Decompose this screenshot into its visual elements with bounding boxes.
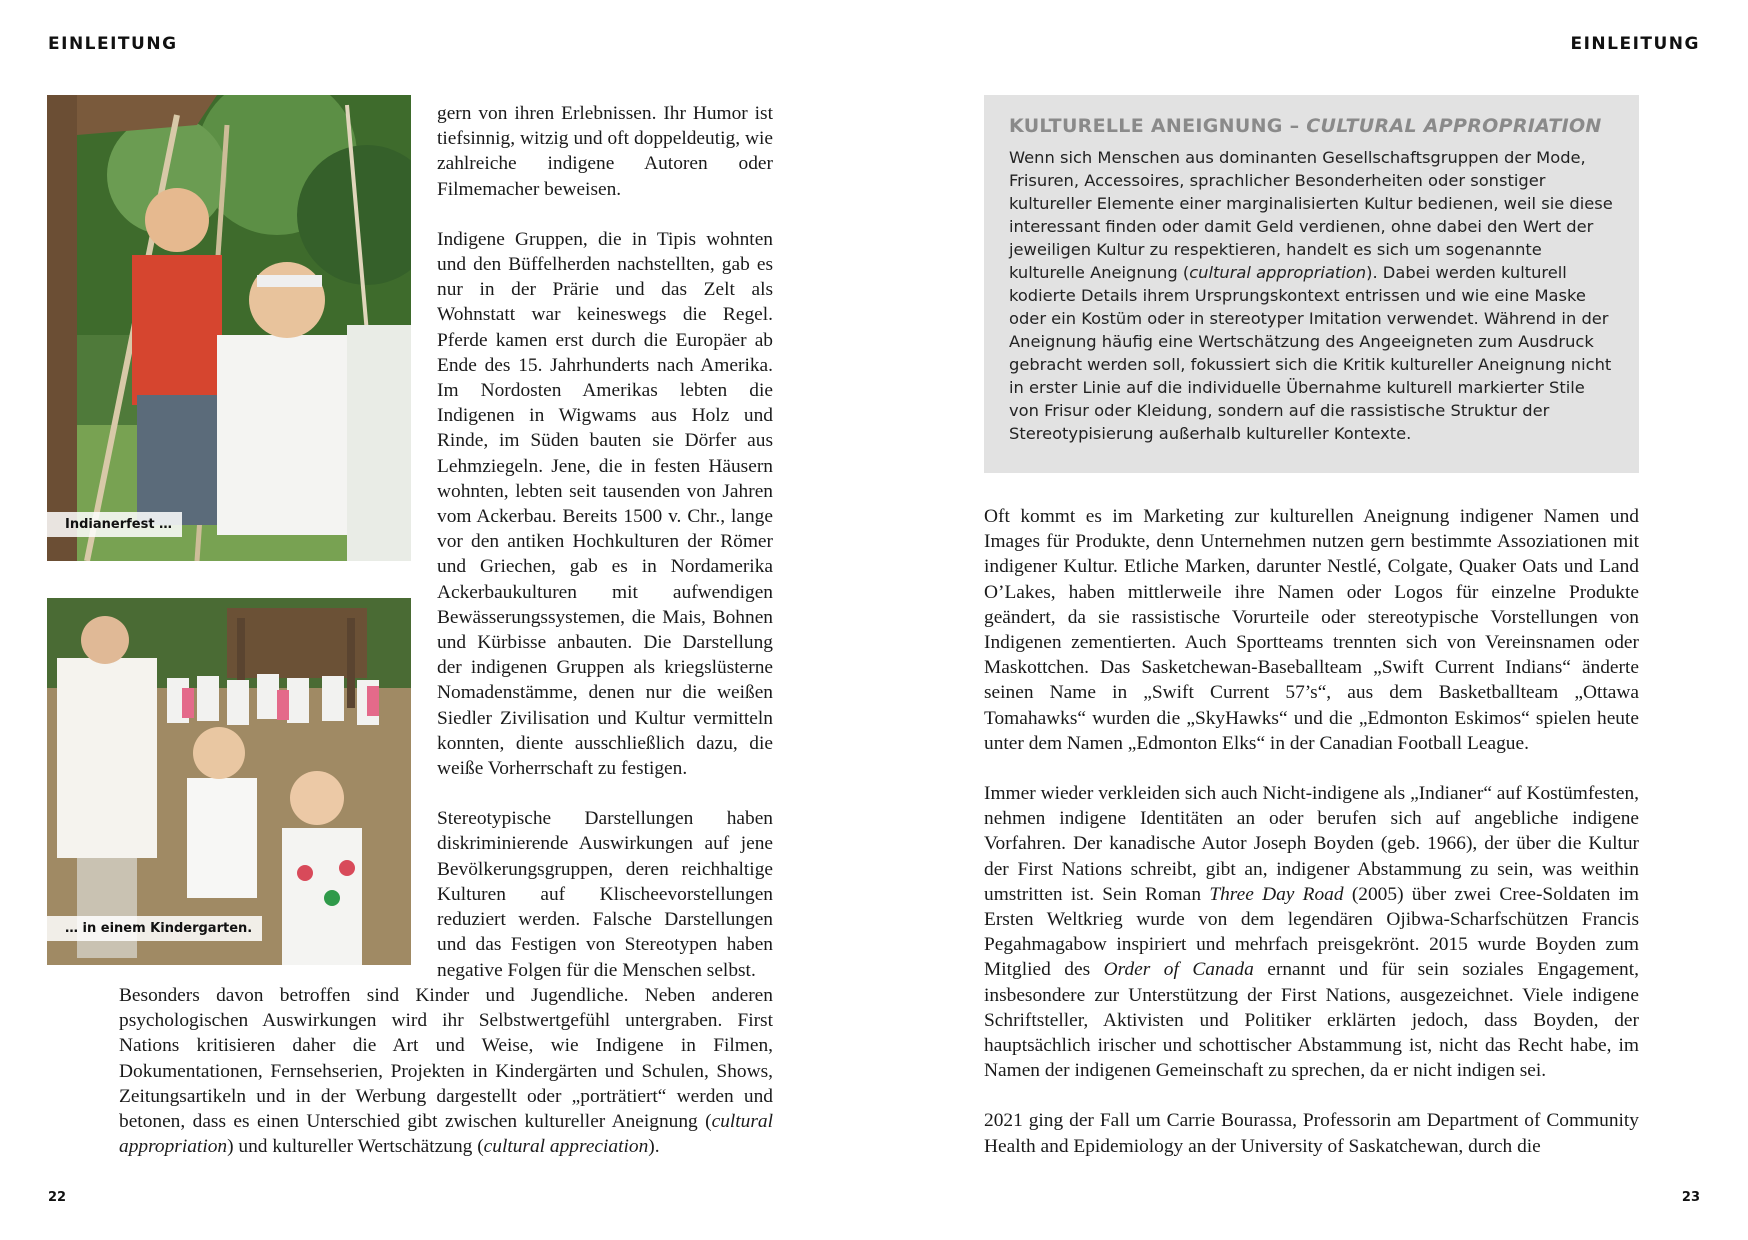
photo-caption-bottom: … in einem Kindergarten. <box>47 916 262 941</box>
info-box-text-part-2: ). Dabei werden kulturell kodierte Details ihrem Ursprungskontext entrissen und wie eine Maske oder ein Kostüm oder in stereotyper Imitation verwendet. Während in der Aneignung häufig eine Wertschätzung des Angeeigneten zum Ausdruck gebracht werden soll, fokussiert sich die Kritik kultureller Aneignung nicht in erster Linie auf die individuelle Übernahme kulturell markierter Stile von Frisur oder Kleidung, sondern auf die rassistische Struktur der Stereotypisierung außerhalb kultureller Kontexte. <box>1009 263 1612 443</box>
photo-kindergarten-image <box>47 598 411 965</box>
right-paragraph-3: 2021 ging der Fall um Carrie Bourassa, Professorin am Department of Community Health and Epidemiology an der University of Saskatchewan, durch die <box>984 1110 1639 1157</box>
page-number-right: 23 <box>1681 1190 1700 1205</box>
right-paragraph-2-part-2: (2005) über zwei Cree-Soldaten im Ersten Weltkrieg wurde von dem legendären Ojibwa-Scharfschützen Francis Pegahmagabow inspiriert und mehrfach preisgekrönt. 2015 wurde Boyden zum Mitglied des <box>984 883 1639 981</box>
right-column-text <box>984 504 1639 1159</box>
info-box-text-part-1: Wenn sich Menschen aus dominanten Gesellschaftsgruppen der Mode, Frisuren, Accessoires, sprachlicher Besonderheiten oder sonstiger kultureller Elemente einer marginalisierten Kultur bedienen, weil sie diese interessant finden oder damit Geld verdienen, ohne dabei den Wert der jeweiligen Kultur zu respektieren, handelt es sich um sogenannte kulturelle Aneignung ( <box>1009 148 1613 282</box>
left-paragraph-1: gern von ihren Erlebnissen. Ihr Humor ist tiefsinnig, witzig und oft doppeldeutig, wie zahlreiche indigene Autoren oder Filmemacher beweisen. <box>437 103 773 200</box>
right-paragraph-1: Oft kommt es im Marketing zur kulturellen Aneignung indigener Namen und Images für Produkte, denn Unternehmen nutzen gern bestimmte Assoziationen mit indigener Kultur. Etliche Marken, darunter Nestlé, Colgate, Quaker Oats und Land O’Lakes, haben mittlerweile ihre Namen oder Logos für einzelne Produkte geändert, da sie rassistische Vorurteile oder stereotypische Vorstellungen von Indigenen zementierten. Auch Sportteams trennten sich von Vereinsnamen oder Maskottchen. Das Sasketchewan-Baseballteam „Swift Current Indians“ änderte seinen Name in „Swift Current 57’s“, aus dem Basketballteam „Ottawa Tomahawks“ wurden die „SkyHawks“ und die „Edmonton Eskimos“ spielen heute unter dem Namen „Edmonton Elks“ in der Canadian Football League. <box>984 506 1639 754</box>
right-paragraph-2-part-3: ernannt und für sein soziales Engagement, insbesondere zur Unterstützung der First Nations, ausgezeichnet. Viele indigene Schriftsteller, Aktivisten und Politiker erklärten jedoch, dass Boyden, der hauptsächlich irischer und schottischer Abstammung ist, nicht das Recht habe, im Namen der indigenen Gemeinschaft zu sprechen, da er nicht indigen sei. <box>984 959 1639 1082</box>
photo-indianerfest <box>47 95 411 561</box>
info-box-title <box>1009 115 1615 137</box>
running-head-left: EINLEITUNG <box>48 34 178 54</box>
info-box-text <box>1009 146 1615 445</box>
info-box-text-italic: cultural appropriation <box>1189 263 1367 282</box>
right-page <box>874 0 1748 1240</box>
left-fullwidth-part-3: ). <box>648 1136 660 1158</box>
left-fullwidth-part-1: Besonders davon betroffen sind Kinder und Jugendliche. Neben anderen psychologischen Auswirkungen wird ihr Selbstwertgefühl untergraben. First Nations kritisieren daher die Art und Weise, wie Indigene in Filmen, Dokumentationen, Fernsehserien, Projekten in Kindergärten und Schulen, Shows, Zeitungsartikeln und in der Werbung dargestellt oder „porträtiert“ werden und betonen, dass es einen Unterschied gibt zwischen kultureller Aneignung ( <box>119 985 773 1133</box>
info-box-cultural-appropriation <box>984 95 1639 473</box>
info-box-title-text: KULTURELLE ANEIGNUNG – <box>1009 115 1307 137</box>
right-paragraph-2 <box>984 781 1639 1083</box>
photo-kindergarten <box>47 598 411 965</box>
left-italic-cultural-appreciation: cultural appreciation <box>483 1136 649 1158</box>
left-paragraph-3: Stereotypische Darstellungen haben diskriminierende Auswirkungen auf jene Bevölkerungsgruppen, deren reichhaltige Kulturen auf Klischeevorstellungen reduziert werden. Falsche Darstellungen und das Festigen von Stereotypen haben negative Folgen für die Menschen selbst. <box>437 808 773 981</box>
left-fullwidth-text <box>119 983 773 1159</box>
left-column-text <box>437 101 773 983</box>
right-paragraph-2-part-1: Immer wieder verkleiden sich auch Nicht-indigene als „Indianer“ auf Kostümfesten, nehmen indigene Identitäten an oder berufen sich auf angebliche indigene Vorfahren. Der kanadische Autor Joseph Boyden (geb. 1966), der über die Kultur der First Nations schreibt, gibt an, indigener Abstammung zu sein, was weithin umstritten ist. Sein Roman <box>984 783 1639 905</box>
left-paragraph-2: Indigene Gruppen, die in Tipis wohnten und den Büffelherden nachstellten, gab es nur in der Prärie und das Zelt als Wohnstatt war keineswegs die Regel. Pferde kamen erst durch die Europäer ab Ende des 15. Jahrhunderts nach Amerika. Im Nordosten Amerikas lebten die Indigenen in Wigwams aus Holz und Rinde, im Süden bauten sie Dörfer aus Lehmziegeln. Jene, die in festen Häusern wohnten, lebten seit tausenden von Jahren vom Ackerbau. Bereits 1500 v. Chr., lange vor den antiken Hochkulturen der Römer und Griechen, gab es in Nordamerika Ackerbaukulturen mit aufwendigen Bewässerungssystemen, die Mais, Bohnen und Kürbisse anbauten. Die Darstellung der indigenen Gruppen als kriegslüsterne Nomadenstämme, denen nur die weißen Siedler Zivilisation und Kultur vermitteln konnten, diente ausschließlich dazu, die weiße Vorherrschaft zu festigen. <box>437 228 773 780</box>
page-number-left: 22 <box>48 1190 67 1205</box>
left-italic-cultural-appropriation: cultural appropriation <box>119 1111 773 1158</box>
italic-three-day-road: Three Day Road <box>1209 883 1344 905</box>
photo-caption-top: Indianerfest … <box>47 512 182 537</box>
photo-indianerfest-image <box>47 95 411 561</box>
info-box-title-italic: CULTURAL APPROPRIATION <box>1306 115 1602 137</box>
italic-order-of-canada: Order of Canada <box>1103 959 1254 981</box>
running-head-right: EINLEITUNG <box>1570 34 1700 54</box>
left-fullwidth-part-2: ) und kultureller Wertschätzung ( <box>227 1136 484 1158</box>
